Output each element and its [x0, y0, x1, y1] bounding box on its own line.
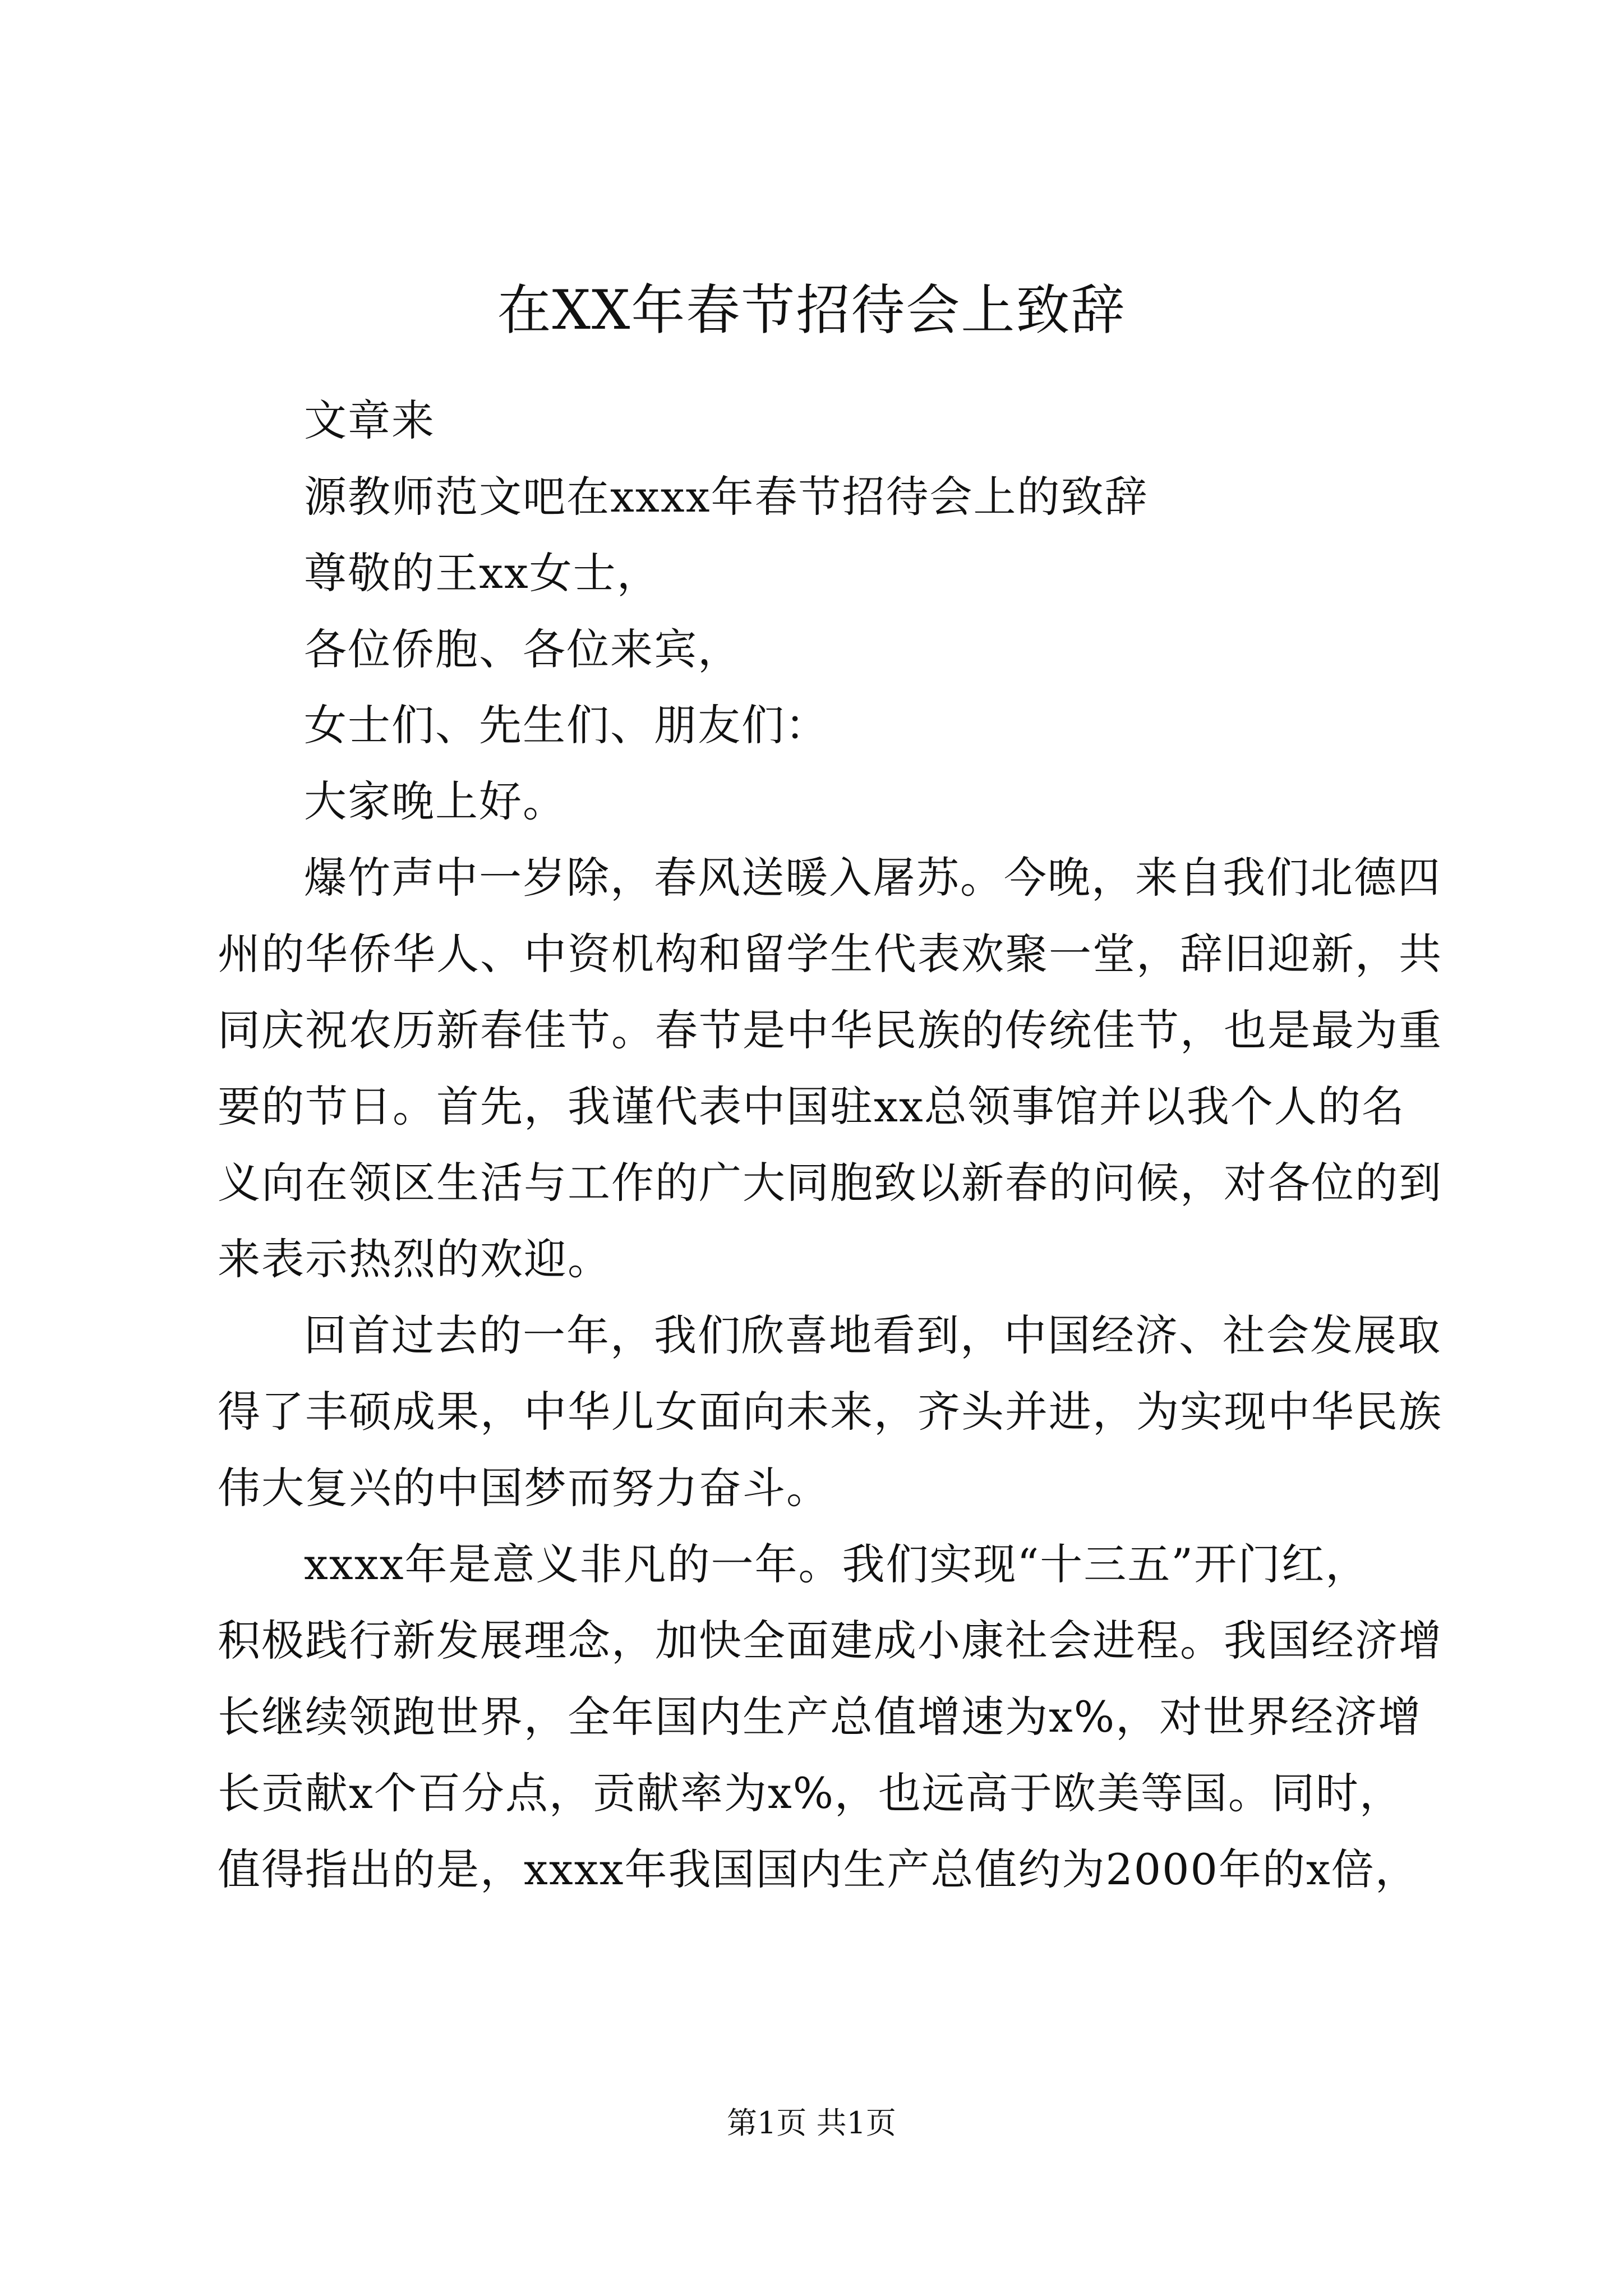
- paragraph-line: 长贡献x个百分点，贡献率为x%，也远高于欧美等国。同时，: [218, 1768, 1403, 1818]
- page-footer: 第1页 共1页: [727, 2105, 896, 2141]
- paragraph-line: 伟大复兴的中国梦而努力奋斗。: [218, 1463, 830, 1513]
- text-line: 文章来: [304, 395, 435, 445]
- paragraph-line: 义向在领区生活与工作的广大同胞致以新春的问候，对各位的到: [218, 1158, 1442, 1208]
- text-line: 源教师范文吧在xxxx年春节招待会上的致辞: [304, 472, 1149, 522]
- paragraph-line: 州的华侨华人、中资机构和留学生代表欢聚一堂，辞旧迎新，共: [218, 929, 1442, 979]
- text-line: 各位侨胞、各位来宾，: [304, 624, 741, 674]
- paragraph-line: 同庆祝农历新春佳节。春节是中华民族的传统佳节，也是最为重: [218, 1005, 1442, 1055]
- paragraph-line: 值得指出的是，xxxx年我国国内生产总值约为2000年的x倍，: [218, 1844, 1419, 1894]
- paragraph-line: 爆竹声中一岁除，春风送暖入屠苏。今晚，来自我们北德四: [304, 853, 1441, 903]
- paragraph-line: 回首过去的一年，我们欣喜地看到，中国经济、社会发展取: [304, 1310, 1441, 1360]
- paragraph-line: 积极践行新发展理念，加快全面建成小康社会进程。我国经济增: [218, 1616, 1442, 1665]
- paragraph-line: 长继续领跑世界，全年国内生产总值增速为x%，对世界经济增: [218, 1692, 1422, 1742]
- text-line: 大家晚上好。: [304, 776, 566, 826]
- paragraph-line: xxxx年是意义非凡的一年。我们实现“十三五”开门红，: [304, 1539, 1370, 1589]
- text-line: 尊敬的王xx女士，: [304, 548, 661, 598]
- text-line: 女士们、先生们、朋友们：: [304, 700, 829, 750]
- paragraph-line: 要的节日。首先，我谨代表中国驻xx总领事馆并以我个人的名: [218, 1082, 1405, 1131]
- paragraph-line: 得了丰硕成果，中华儿女面向未来，齐头并进，为实现中华民族: [218, 1387, 1442, 1437]
- document-title: 在XX年春节招待会上致辞: [497, 279, 1126, 342]
- paragraph-line: 来表示热烈的欢迎。: [218, 1234, 611, 1284]
